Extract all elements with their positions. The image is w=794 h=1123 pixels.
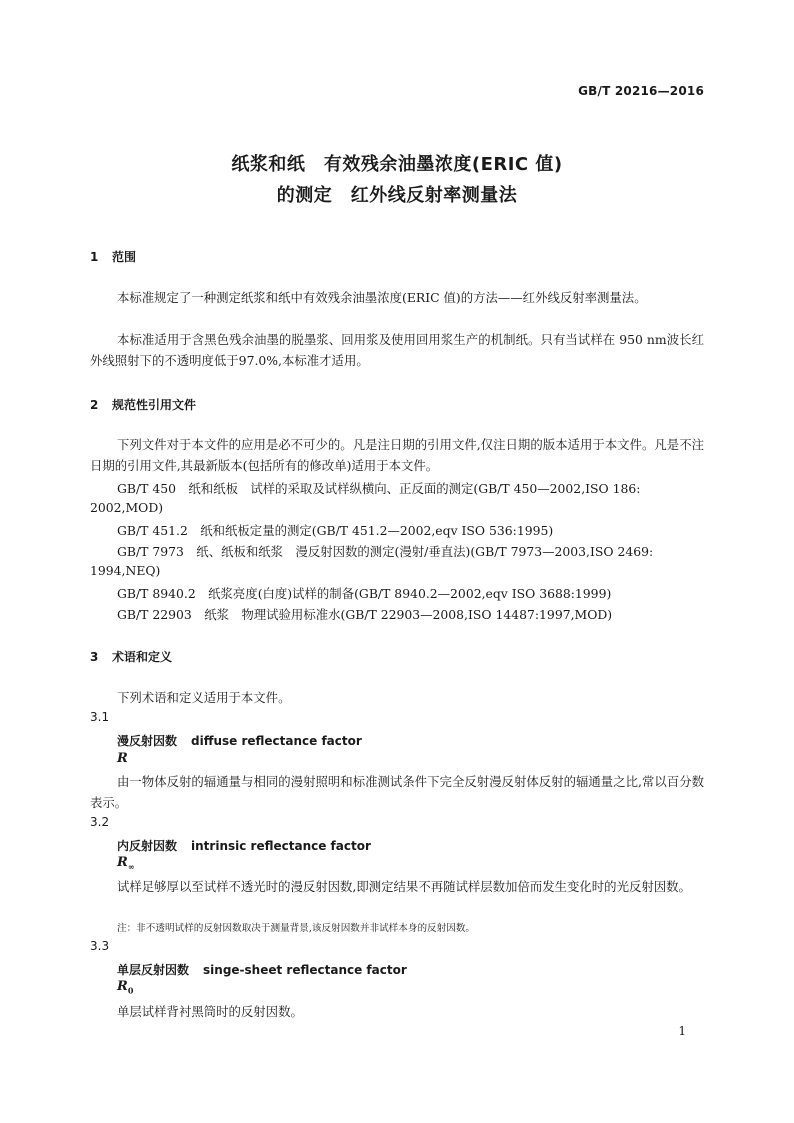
term-zh: 内反射因数 <box>117 839 178 853</box>
section-3-heading <box>90 648 172 665</box>
term-en: diffuse reflectance factor <box>191 734 362 748</box>
symbol-3-2 <box>117 855 134 872</box>
reference-gbt-7973: GB/T 7973 纸、纸板和纸浆 漫反射因数的测定(漫射/垂直法)(GB/T 7973—2003,ISO 2469: <box>117 544 654 559</box>
scope-paragraph-2: 本标准适用于含黑色残余油墨的脱墨浆、回用浆及使用回用浆生产的机制纸。只有当试样在 950 nm波长红外线照射下的不透明度低于97.0%,本标准才适用。 <box>90 332 704 368</box>
term-3-3 <box>117 961 407 978</box>
terms-intro: 下列术语和定义适用于本文件。 <box>117 690 291 705</box>
section-number: 2 <box>90 398 99 412</box>
reference-gbt-7973-cont: 1994,NEQ) <box>90 563 161 578</box>
standard-number: GB/T 20216—2016 <box>578 84 704 98</box>
section-number: 3 <box>90 650 99 664</box>
note-3-2: 注：非不透明试样的反射因数取决于测量背景,该反射因数并非试样本身的反射因数。 <box>117 923 476 934</box>
clause-number-3-3: 3.3 <box>90 939 110 953</box>
term-3-2 <box>117 837 371 854</box>
symbol-subscript: ∞ <box>127 861 135 872</box>
clause-number-3-1: 3.1 <box>90 710 110 724</box>
symbol-3-1: R <box>117 751 128 766</box>
reference-gbt-450-cont: 2002,MOD) <box>90 500 164 515</box>
section-2-heading <box>90 396 196 413</box>
term-zh: 单层反射因数 <box>117 963 190 977</box>
symbol-subscript: 0 <box>127 985 134 996</box>
section-title: 范围 <box>112 250 137 264</box>
reference-gbt-8940-2: GB/T 8940.2 纸浆亮度(白度)试样的制备(GB/T 8940.2—2002,eqv ISO 3688:1999) <box>117 586 612 601</box>
document-title-line-2: 的测定 红外线反射率测量法 <box>276 185 518 206</box>
document-title-line-1: 纸浆和纸 有效残余油墨浓度(ERIC 值) <box>231 154 563 175</box>
section-number: 1 <box>90 250 99 264</box>
reference-gbt-22903: GB/T 22903 纸浆 物理试验用标准水(GB/T 22903—2008,ISO 14487:1997,MOD) <box>117 607 613 622</box>
scope-paragraph-1: 本标准规定了一种测定纸浆和纸中有效残余油墨浓度(ERIC 值)的方法——红外线反射率测量法。 <box>117 290 647 305</box>
symbol-letter: R <box>117 979 128 994</box>
page-number: 1 <box>678 1024 686 1038</box>
symbol-3-3 <box>117 979 133 996</box>
term-en: singe-sheet reflectance factor <box>203 963 407 977</box>
section-title: 术语和定义 <box>112 650 173 664</box>
definition-3-2: 试样足够厚以至试样不透光时的漫反射因数,即测定结果不再随试样层数加倍而发生变化时的光反射因数。 <box>117 879 691 894</box>
references-intro: 下列文件对于本文件的应用是必不可少的。凡是注日期的引用文件,仅注日期的版本适用于本文件。凡是不注日期的引用文件,其最新版本(包括所有的修改单)适用于本文件。 <box>90 437 704 473</box>
symbol-letter: R <box>117 855 128 870</box>
term-zh: 漫反射因数 <box>117 734 178 748</box>
reference-gbt-450: GB/T 450 纸和纸板 试样的采取及试样纵横向、正反面的测定(GB/T 450—2002,ISO 186: <box>117 481 641 496</box>
section-title: 规范性引用文件 <box>112 398 197 412</box>
definition-3-1: 由一物体反射的辐通量与相同的漫射照明和标准测试条件下完全反射漫反射体反射的辐通量之比,常以百分数表示。 <box>90 774 704 810</box>
term-3-1 <box>117 732 362 749</box>
reference-gbt-451-2: GB/T 451.2 纸和纸板定量的测定(GB/T 451.2—2002,eqv ISO 536:1995) <box>117 523 554 538</box>
section-1-heading <box>90 248 136 265</box>
definition-3-3: 单层试样背衬黑筒时的反射因数。 <box>117 1004 303 1019</box>
clause-number-3-2: 3.2 <box>90 815 110 829</box>
term-en: intrinsic reflectance factor <box>191 839 371 853</box>
